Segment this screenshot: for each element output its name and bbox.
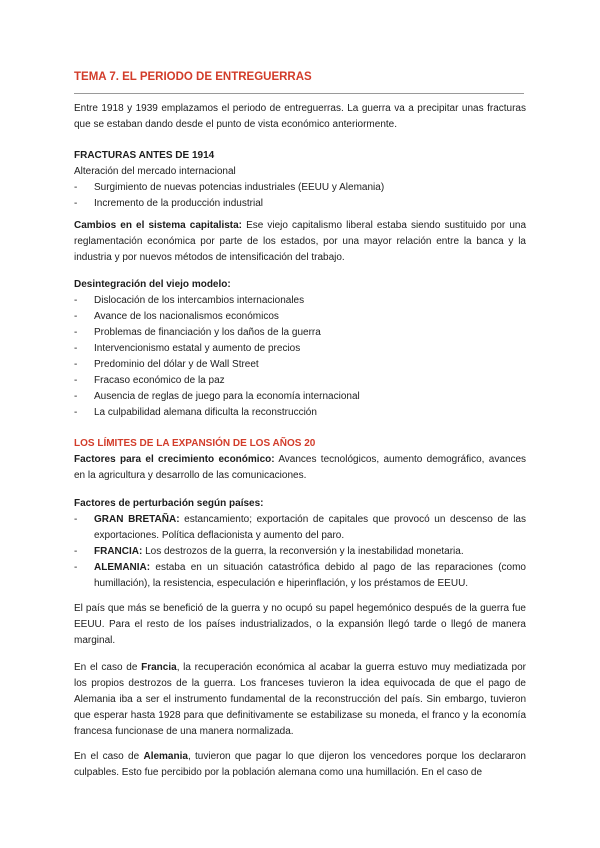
list-item: - Surgimiento de nuevas potencias industriales (EEUU y Alemania) (74, 182, 385, 193)
list-item: - ALEMANIA: estaba en un situación catastrófica debido al pago de las reparaciones (como humillación), la resistencia, especulación e hiperinflación, y los préstamos de EEUU. (74, 562, 526, 589)
limites-text: Avances tecnológicos, aumento demográfico, avances en la agricultura y desarrollo de las comunicaciones. (74, 454, 527, 481)
limites-paragraph (74, 452, 526, 484)
limites-heading: LOS LÍMITES DE LA EXPANSIÓN DE LOS AÑOS 20 (74, 438, 316, 449)
perturbacion-section (74, 496, 526, 592)
list-item: - Fracaso económico de la paz (74, 375, 225, 386)
list-item: - Dislocación de los intercambios internacionales (74, 295, 305, 306)
cambios-text: Ese viejo capitalismo liberal estaba siendo sustituido por una reglamentación económica por parte de los estados, por una mayor relación entre la banca y la industria y por nuevos métodos de intensificación del trabajo. (74, 220, 527, 263)
list-item: - Ausencia de reglas de juego para la economía internacional (74, 391, 360, 402)
fracturas-heading: FRACTURAS ANTES DE 1914 (74, 150, 215, 161)
list-item: - Predominio del dólar y de Wall Street (74, 359, 259, 370)
fracturas-section (74, 148, 526, 212)
title-divider (74, 93, 524, 94)
list-item: - Avance de los nacionalismos económicos (74, 311, 279, 322)
limites-section (74, 436, 526, 484)
alemania-bold: Alemania (143, 751, 188, 762)
fracturas-subheading: Alteración del mercado internacional (74, 166, 236, 177)
limites-label: Factores para el crecimiento económico: (74, 454, 275, 465)
fracturas-list (74, 180, 526, 212)
list-item: - FRANCIA: Los destrozos de la guerra, la reconversión y la inestabilidad monetaria. (74, 546, 464, 557)
perturbacion-heading: Factores de perturbación según países: (74, 498, 264, 509)
alemania-paragraph: En el caso de Alemania, tuvieron que pagar lo que dijeron los vencedores porque los declararon culpables. Esto fue percibido por la población alemana como una humillación. En el caso de (74, 751, 526, 778)
cambios-label: Cambios en el sistema capitalista: (74, 220, 243, 231)
perturbacion-list (74, 512, 526, 592)
francia-bold: Francia (141, 662, 177, 673)
cambios-paragraph (74, 218, 526, 266)
intro-paragraph: Entre 1918 y 1939 emplazamos el periodo de entreguerras. La guerra va a precipitar unas fracturas que se estaban dando desde el punto de vista económico anteriormente. (74, 103, 526, 130)
list-item: - Incremento de la producción industrial (74, 198, 263, 209)
list-item: - GRAN BRETAÑA: estancamiento; exportación de capitales que provocó un descenso de las exportaciones. Política deflacionista y aumento del paro. (74, 514, 526, 541)
list-item: - Intervencionismo estatal y aumento de precios (74, 343, 301, 354)
list-item: - La culpabilidad alemana dificulta la reconstrucción (74, 407, 317, 418)
country-label: ALEMANIA: (94, 562, 151, 573)
country-label: GRAN BRETAÑA: (94, 514, 180, 525)
eeuu-paragraph: El país que más se benefició de la guerra y no ocupó su papel hegemónico después de la guerra fue EEUU. Para el resto de los países industrializados, o la expansión llegó tarde o llegó de manera marginal. (74, 603, 526, 646)
country-label: FRANCIA: (94, 546, 143, 557)
desintegracion-section (74, 277, 526, 421)
desintegracion-heading: Desintegración del viejo modelo: (74, 279, 231, 290)
francia-paragraph: En el caso de Francia, la recuperación económica al acabar la guerra estuvo muy mediatizada por los propios destrozos de la guerra. Los franceses tuvieron la idea equivocada de que el pago de Alemania iba a ser el instrumento fundamental de la reconstrucción del país. Sin embargo, tuvieron que esperar hasta 1928 para que definitivamente se estabilizase su moneda, el franco y la economía francesa funcionase de una manera normalizada. (74, 662, 527, 737)
document-title: TEMA 7. EL PERIODO DE ENTREGUERRAS (74, 71, 312, 83)
desintegracion-list (74, 293, 526, 421)
list-item: - Problemas de financiación y los daños de la guerra (74, 327, 321, 338)
